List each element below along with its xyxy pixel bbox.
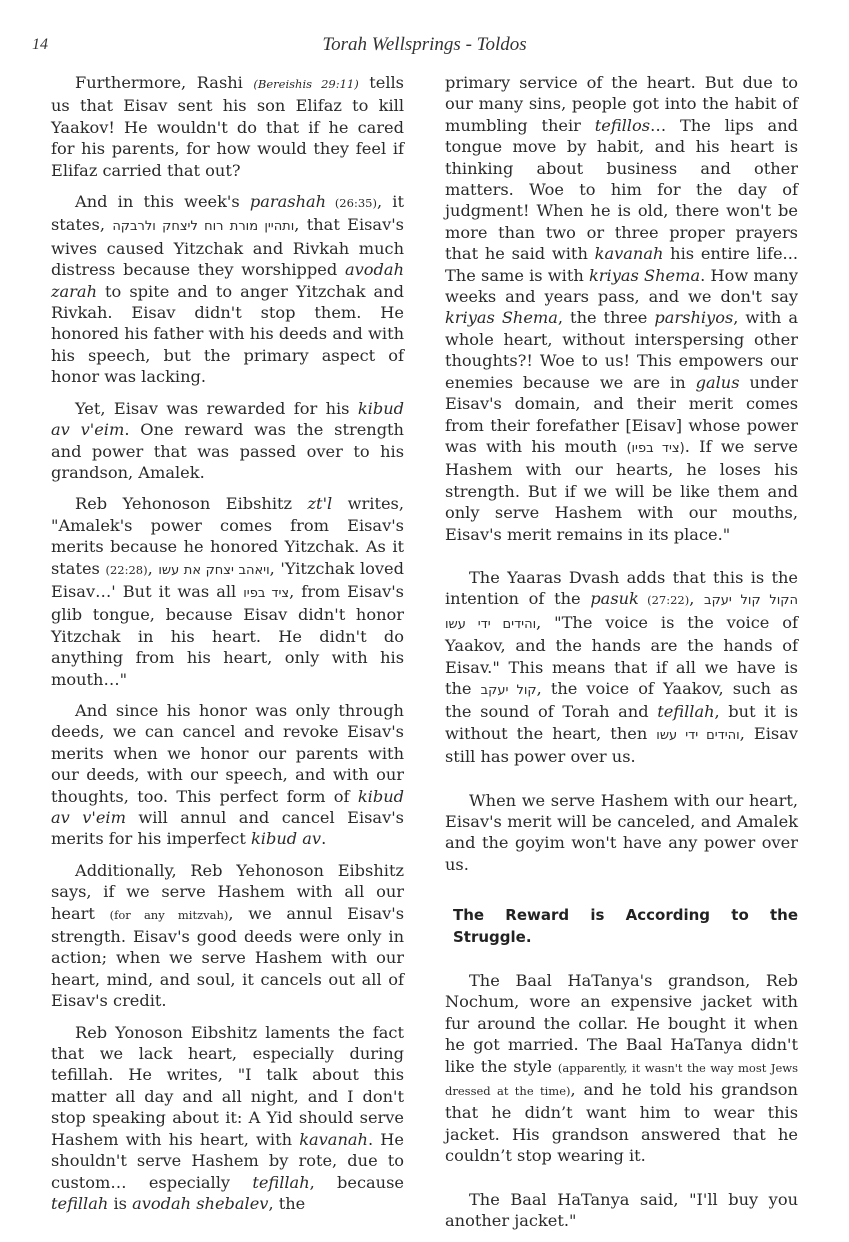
right-column [445, 72, 798, 1242]
parenthetical-note: (for any mitzvah) [109, 907, 229, 922]
source-reference: (26:35) [326, 196, 377, 211]
transliterated-term: pasuk [590, 589, 639, 609]
hebrew-quote: קול יעקב [480, 682, 537, 698]
paragraph-continued [445, 72, 798, 545]
text: The Baal HaTanya's grandson, Reb Nochum, wore an expensive jacket with fur around the collar. He bought it when he got married. The Baal HaTanya didn't like the style [445, 971, 798, 1076]
text: Reb Yehonoson Eibshitz [75, 494, 308, 514]
text: writes, "Amalek's power comes from Eisav's merits because he honored Yitzchak. As it states [51, 494, 404, 578]
text: Yet, Eisav was rewarded for his [75, 398, 358, 418]
transliterated-term: parshiyos [654, 308, 734, 328]
text: And since his honor was only through deeds, we can cancel and revoke Eisav's merits when we honor our parents with our deeds, with our speech, and with our thoughts, too. This perfect form of [51, 700, 404, 806]
text: , the voice of Yaakov, such as the sound of Torah and [445, 678, 798, 722]
transliterated-term: kibud av v'eim [51, 398, 404, 440]
text: , the three [557, 308, 655, 328]
hebrew-quote: ויאהב יצחק את עשו [158, 562, 270, 578]
paragraph [445, 567, 798, 768]
transliterated-term: tefillah [252, 1172, 310, 1192]
text: under Eisav's domain, and their merit comes from their forefather [Eisav] whose power was with his mouth [445, 372, 798, 456]
text: , we annul Eisav's strength. Eisav's good deeds were only in action; when we serve Hashem with our heart, mind, and soul, it cancels out all of Eisav's credit. [51, 903, 405, 1011]
text: , because [309, 1172, 404, 1192]
source-reference: (Bereishis 29:11) [253, 77, 359, 91]
text: The Yaaras Dvash adds that this is the intention of the [445, 567, 798, 609]
hebrew-quote: ציד בפיו [243, 585, 290, 601]
paragraph [51, 398, 404, 484]
text: , "The voice is the voice of Yaakov, and the hands are the hands of Eisav." This means that if all we have is the [445, 612, 798, 698]
paragraph [445, 970, 798, 1167]
transliterated-term: kavanah [594, 244, 664, 264]
text: , that Eisav's wives caused Yitzchak and Rivkah much distress because they worshipped [51, 215, 404, 280]
hebrew-quote: ותהיין מורת רוח ליצחק ולרבקה [112, 219, 295, 235]
transliterated-term: kavanah [299, 1129, 368, 1149]
text: , from Eisav's glib tongue, because Eisav didn't honor Yitzchak in his heart. He didn't do anything from his heart, only with his mouth…" [51, 581, 404, 689]
hebrew-quote: הקול קול יעקב והידים ידי עשו [445, 593, 798, 632]
hebrew-quote: (ציד בפיו) [626, 440, 685, 456]
transliterated-term: avodah shebalev [132, 1193, 269, 1213]
transliterated-term: tefillah [51, 1193, 109, 1213]
text: is [108, 1193, 133, 1213]
text: primary service of the heart. But due to our many sins, people got into the habit of mumbling their [445, 73, 798, 135]
paragraph [51, 1022, 404, 1215]
parenthetical-note: (apparently, it wasn't the way most Jews dressed at the time) [445, 1060, 799, 1099]
text: , and he told his grandson that he didn’t want him to wear this jacket. His grandson answered that he couldn’t stop wearing it. [445, 1080, 798, 1166]
text: will annul and cancel Eisav's merits for his imperfect [51, 808, 404, 849]
transliterated-term: kibud av v'eim [51, 786, 404, 827]
paragraph [51, 700, 404, 850]
text: The Baal HaTanya said, "I'll buy you another jacket." [445, 1189, 798, 1231]
transliterated-term: kibud av [250, 829, 322, 849]
source-reference: (22:28) [105, 562, 148, 577]
text: Furthermore, Rashi [75, 73, 254, 92]
transliterated-term: tefillos [594, 115, 651, 135]
transliterated-term: parashah [249, 192, 327, 212]
transliterated-term: kriyas Shema [445, 308, 558, 328]
text: , the [268, 1193, 306, 1213]
text: When we serve Hashem with our heart, Eisav's merit will be canceled, and Amalek and the goyim won't have any power over us. [445, 790, 798, 874]
text: , but it is without the heart, then [445, 702, 799, 743]
paragraph [51, 191, 404, 388]
text: Additionally, Reb Yehonoson Eibshitz says, if we serve Hashem with all our heart [51, 860, 404, 923]
honorific: zt'l [307, 494, 333, 514]
paragraph [51, 72, 404, 181]
text: , 'Yitzchak loved Eisav…' But it was all [51, 558, 404, 601]
transliterated-term: tefillah [657, 702, 715, 722]
text: , it states, [51, 192, 404, 235]
text: . He shouldn't serve Hashem by rote, due to custom… especially [51, 1129, 404, 1192]
text: And in this week's [75, 192, 250, 212]
text: , [147, 558, 159, 578]
text: , [689, 589, 705, 609]
text: , with a whole heart, without interspersing other thoughts?! Woe to us! This empowers our enemies because we are in [445, 308, 798, 392]
left-column [51, 72, 404, 1224]
section-heading: The Reward is According to the Struggle. [453, 906, 798, 946]
transliterated-term: avodah zarah [51, 260, 404, 301]
text: , Eisav still has power over us. [445, 723, 799, 767]
text: . How many weeks and years pass, and we don't say [445, 265, 798, 307]
text: … The lips and tongue move by habit, and his heart is thinking about business and other matters. Woe to him for the day of judgment! When he is old, there won't be more than two or three proper prayers that he said with [445, 115, 798, 264]
page-header [0, 34, 849, 58]
paragraph [51, 860, 404, 1012]
paragraph [445, 790, 798, 876]
text: his entire life... The same is with [445, 244, 798, 285]
text: to spite and to anger Yitzchak and Rivkah. Eisav didn't stop them. He honored his father with his deeds and with his speech, but the primary aspect of honor was lacking. [51, 281, 404, 387]
transliterated-term: galus [695, 372, 740, 392]
text: . If we serve Hashem with our hearts, he loses his strength. But if we will be like them and only serve Hashem with our mouths, Eisav's merit remains in its place." [445, 436, 798, 544]
transliterated-term: kriyas Shema [588, 265, 701, 285]
source-reference: (27:22) [638, 593, 690, 608]
text: tells us that Eisav sent his son Elifaz to kill Yaakov! He wouldn't do that if he cared for his parents, for how would they feel if Elifaz carried that out? [51, 73, 404, 180]
hebrew-quote: והידים ידי עשו [656, 727, 740, 743]
paragraph [51, 493, 404, 690]
text: . [321, 829, 327, 849]
running-title: Torah Wellsprings - Toldos [322, 34, 527, 55]
text: . One reward was the strength and power that was passed over to his grandson, Amalek. [51, 420, 404, 482]
page-number: 14 [32, 36, 48, 53]
paragraph [445, 1189, 798, 1232]
text: Reb Yonoson Eibshitz laments the fact that we lack heart, especially during tefillah. He writes, "I talk about this matter all day and all night, and I don't stop speaking about it: A Yid should serve Hashem with his heart, with [51, 1022, 404, 1149]
